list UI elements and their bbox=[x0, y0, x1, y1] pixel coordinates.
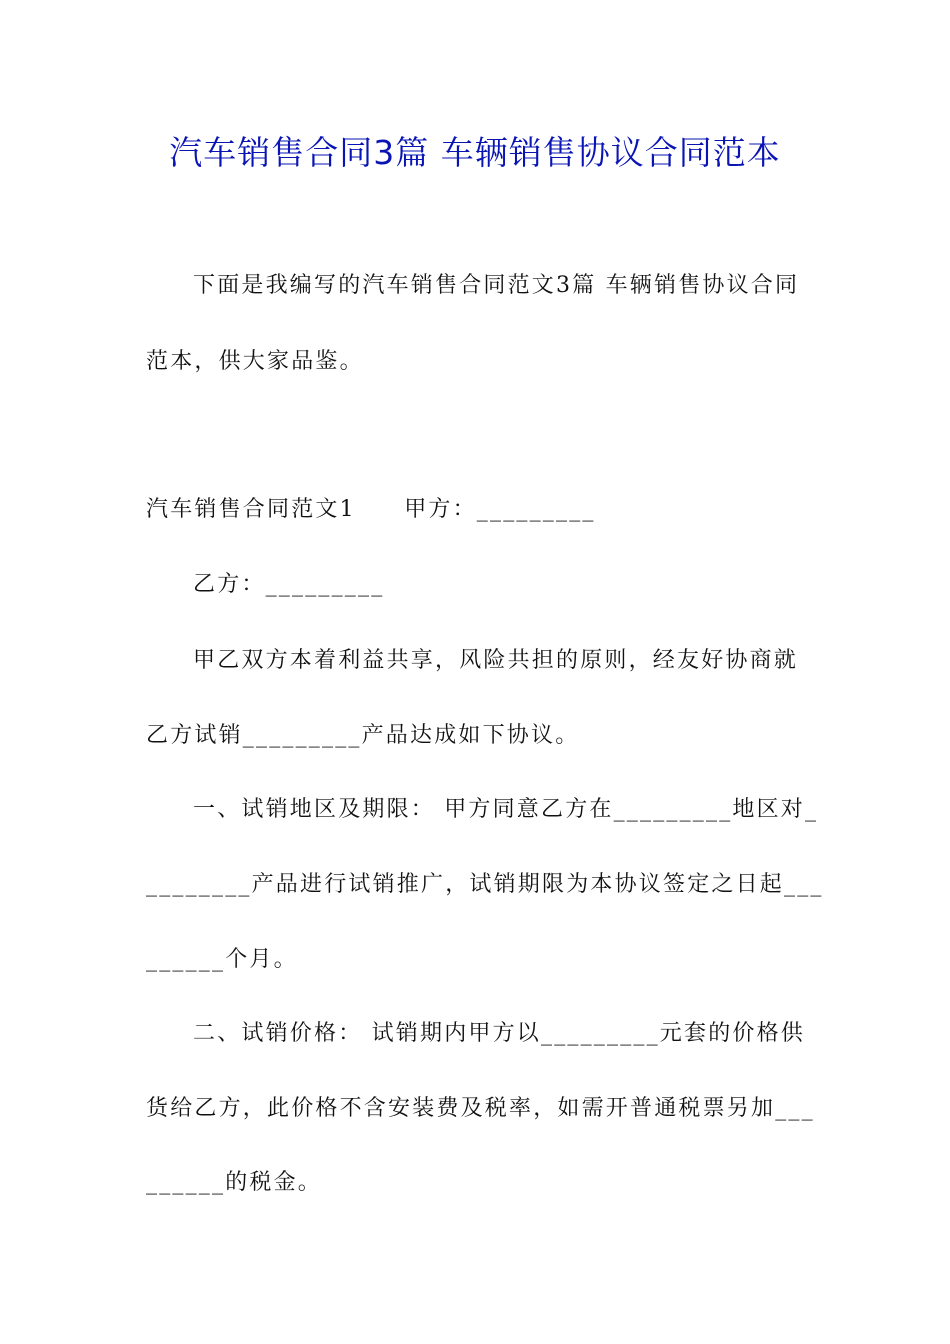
clause-1-line-3: ______个月。 bbox=[146, 947, 298, 972]
clause-2-line-3: ______的税金。 bbox=[146, 1170, 323, 1195]
clause-2-line-1: 二、试销价格： 试销期内甲方以_________元套的价格供 bbox=[193, 1021, 805, 1046]
contract-heading-party-a: 汽车销售合同范文1 甲方：_________ bbox=[146, 497, 596, 522]
paragraph-intro-line-1: 下面是我编写的汽车销售合同范文3篇 车辆销售协议合同 bbox=[193, 273, 800, 298]
document-title: 汽车销售合同3篇 车辆销售协议合同范本 bbox=[169, 133, 781, 172]
party-b-line: 乙方：_________ bbox=[193, 572, 385, 597]
clause-2-line-2: 货给乙方，此价格不含安装费及税率，如需开普通税票另加___ bbox=[146, 1096, 815, 1121]
agreement-intro-line-1: 甲乙双方本着利益共享，风险共担的原则，经友好协商就 bbox=[193, 648, 799, 673]
clause-1-line-2: ________产品进行试销推广，试销期限为本协议签定之日起___ bbox=[146, 872, 824, 897]
clause-1-line-1: 一、试销地区及期限： 甲方同意乙方在_________地区对_ bbox=[193, 797, 819, 822]
agreement-intro-line-2: 乙方试销_________产品达成如下协议。 bbox=[146, 723, 580, 748]
paragraph-intro-line-2: 范本，供大家品鉴。 bbox=[146, 349, 364, 374]
